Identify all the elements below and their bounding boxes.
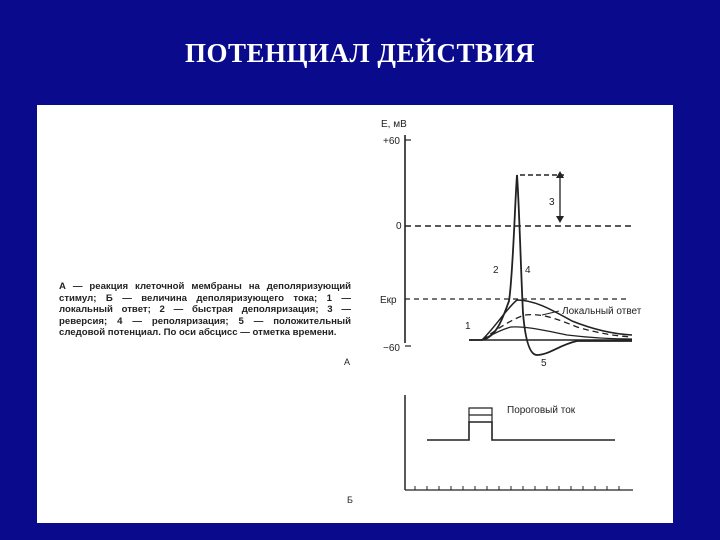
panel-b-label: Б [347, 495, 353, 505]
stimulus-step-2 [469, 415, 492, 422]
y-axis-label: Е, мВ [381, 119, 407, 130]
tick-label-plus60: +60 [383, 136, 400, 147]
label-1: 1 [465, 321, 471, 332]
label-3: 3 [549, 197, 555, 208]
local-response-small [482, 327, 632, 340]
figure-caption: А — реакция клеточной мембраны на деполяризующий стимул; Б — величина деполяризующего тока; 1 — локальный ответ; 2 — быстрая деполяризация; 3 — реверсия; 4 — реполяризация; 5 — положительный следовой потенциал. По оси абсцисс — отметка времени. [59, 281, 351, 339]
stimulus-current-trace [427, 422, 615, 440]
tick-label-zero: 0 [396, 221, 402, 232]
local-response-dashed [482, 315, 632, 340]
action-potential-diagram [37, 105, 673, 523]
reversion-arrow-tail [556, 216, 564, 223]
stimulus-step-3 [469, 408, 492, 415]
tick-label-minus60: −60 [383, 343, 400, 354]
tick-label-threshold: Екр [380, 295, 397, 306]
local-response-annotation: Локальный ответ [562, 306, 642, 317]
label-5: 5 [541, 358, 547, 369]
label-2: 2 [493, 265, 499, 276]
threshold-current-annotation: Пороговый ток [507, 405, 576, 416]
slide-title: ПОТЕНЦИАЛ ДЕЙСТВИЯ [185, 38, 535, 68]
figure-panel [37, 105, 673, 523]
panel-a-label: А [344, 357, 351, 367]
label-4: 4 [525, 265, 531, 276]
